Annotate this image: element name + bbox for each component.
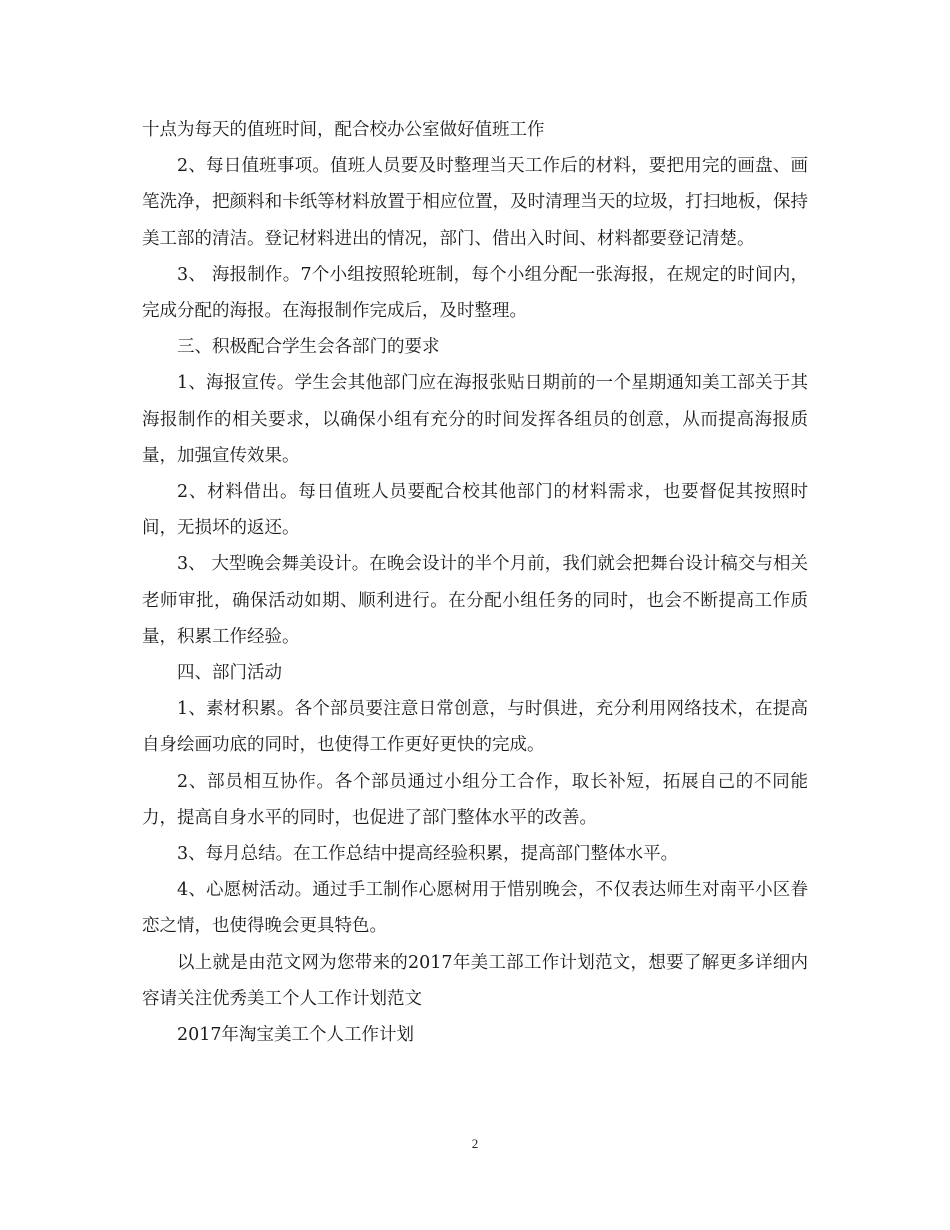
section-heading-activities: 四、部门活动 — [177, 663, 282, 684]
paragraph-poster-making: 3、 海报制作。7个小组按照轮班制，每个小组分配一张海报，在规定的时间内，完成分配的海报。在海报制作完成后，及时整理。 — [142, 264, 808, 322]
paragraph-wish-tree: 4、心愿树活动。通过手工制作心愿树用于惜别晚会，不仅表达师生对南平小区眷恋之情，也使得晚会更具特色。 — [142, 880, 808, 937]
page-body — [142, 112, 808, 1053]
paragraph-next-title: 2017年淘宝美工个人工作计划 — [177, 1025, 415, 1046]
paragraph-material-lending: 2、材料借出。每日值班人员要配合校其他部门的材料需求，也要督促其按照时间，无损坏的返还。 — [142, 482, 808, 539]
paragraph-poster-promotion: 1、海报宣传。学生会其他部门应在海报张贴日期前的一个星期通知美工部关于其海报制作的相关要求，以确保小组有充分的时间发挥各组员的创意，从而提高海报质量，加强宣传效果。 — [142, 373, 808, 466]
page-number: 2 — [471, 1136, 479, 1151]
paragraph-closing-note: 以上就是由范文网为您带来的2017年美工部工作计划范文，想要了解更多详细内容请关注优秀美工个人工作计划范文 — [142, 952, 808, 1009]
section-heading-cooperation: 三、积极配合学生会各部门的要求 — [177, 337, 440, 358]
paragraph-teamwork: 2、部员相互协作。各个部员通过小组分工合作，取长补短，拓展自己的不同能力，提高自身水平的同时，也促进了部门整体水平的改善。 — [142, 771, 808, 828]
paragraph-duty-time: 十点为每天的值班时间，配合校办公室做好值班工作 — [142, 120, 545, 140]
paragraph-stage-design: 3、 大型晚会舞美设计。在晚会设计的半个月前，我们就会把舞台设计稿交与相关老师审批，确保活动如期、顺利进行。在分配小组任务的同时，也会不断提高工作质量，积累工作经验。 — [142, 554, 808, 647]
paragraph-material-accumulation: 1、素材积累。各个部员要注意日常创意，与时俱进，充分利用网络技术，在提高自身绘画功底的同时，也使得工作更好更快的完成。 — [142, 699, 808, 756]
paragraph-monthly-summary: 3、每月总结。在工作总结中提高经验积累，提高部门整体水平。 — [177, 844, 679, 865]
paragraph-daily-duty: 2、每日值班事项。值班人员要及时整理当天工作后的材料，要把用完的画盘、画笔洗净，把颜料和卡纸等材料放置于相应位置，及时清理当天的垃圾，打扫地板，保持美工部的清洁。登记材料进出的情况，部门、借出入时间、材料都要登记清楚。 — [142, 156, 808, 249]
